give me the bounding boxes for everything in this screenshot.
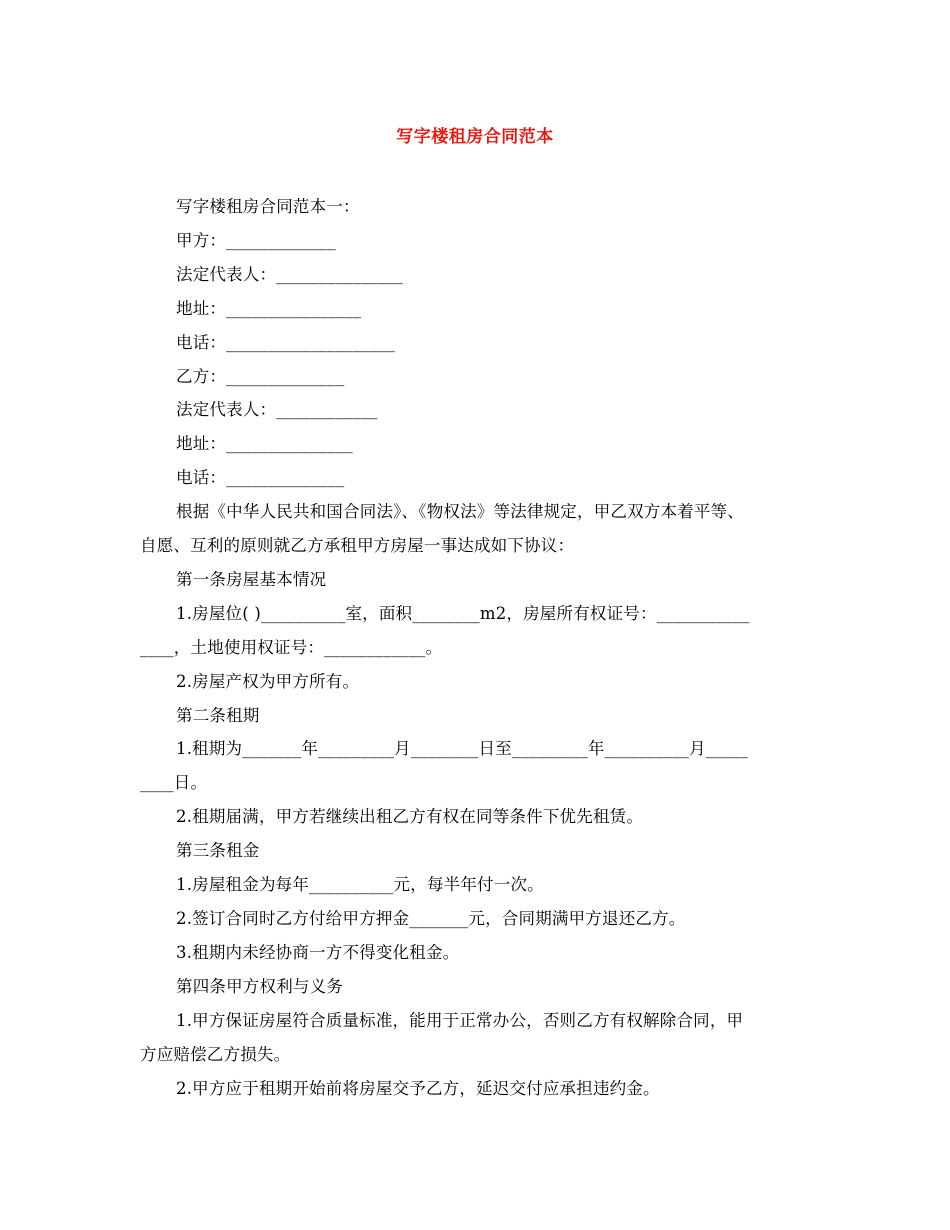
article-1-clause-2: 2.房屋产权为甲方所有。 [176,672,360,691]
article-3-clause-2: 2.签订合同时乙方付给甲方押金_______元，合同期满甲方退还乙方。 [176,909,686,928]
article-2-clause-1: 1.租期为_______年_________月________日至_________年__________月_____ [176,739,749,758]
article-4-heading: 第四条甲方权利与义务 [176,977,343,996]
article-2-heading: 第二条租期 [176,706,260,725]
preamble-line-2: 自愿、互利的原则就乙方承租甲方房屋一事达成如下协议： [140,536,575,555]
article-3-heading: 第三条租金 [176,841,260,860]
article-4-clause-1: 1.甲方保证房屋符合质量标准，能用于正常办公，否则乙方有权解除合同，甲 [176,1011,744,1030]
article-4-clause-1-continued: 方应赔偿乙方损失。 [140,1045,291,1064]
article-2-clause-2: 2.租期届满，甲方若继续出租乙方有权在同等条件下优先租赁。 [176,807,644,826]
article-4-clause-2: 2.甲方应于租期开始前将房屋交予乙方，延迟交付应承担违约金。 [176,1079,660,1098]
article-3-clause-3: 3.租期内未经协商一方不得变化租金。 [176,943,460,962]
preamble-line-1: 根据《中华人民共和国合同法》、《物权法》等法律规定，甲乙双方本着平等、 [176,502,744,521]
article-2-clause-1-continued: ____日。 [140,773,208,792]
article-1-clause-1-continued: ____，土地使用权证号：____________。 [140,638,443,657]
article-1-heading: 第一条房屋基本情况 [176,570,327,589]
party-b-phone-line: 电话：______________ [176,468,345,487]
party-a-address-line: 地址：________________ [176,299,362,318]
party-a-phone-line: 电话：____________________ [176,333,396,352]
party-b-address-line: 地址：_______________ [176,434,353,453]
party-a-line: 甲方：_____________ [176,231,336,250]
party-a-representative-line: 法定代表人：_______________ [176,265,403,284]
article-1-clause-1: 1.房屋位( )__________室，面积________m2，房屋所有权证号：___________ [176,604,750,623]
article-3-clause-1: 1.房屋租金为每年__________元，每半年付一次。 [176,875,544,894]
contract-heading: 写字楼租房合同范本一： [176,197,360,216]
document-title: 写字楼租房合同范本 [396,127,554,147]
party-b-representative-line: 法定代表人：____________ [176,400,378,419]
party-b-line: 乙方：______________ [176,367,345,386]
